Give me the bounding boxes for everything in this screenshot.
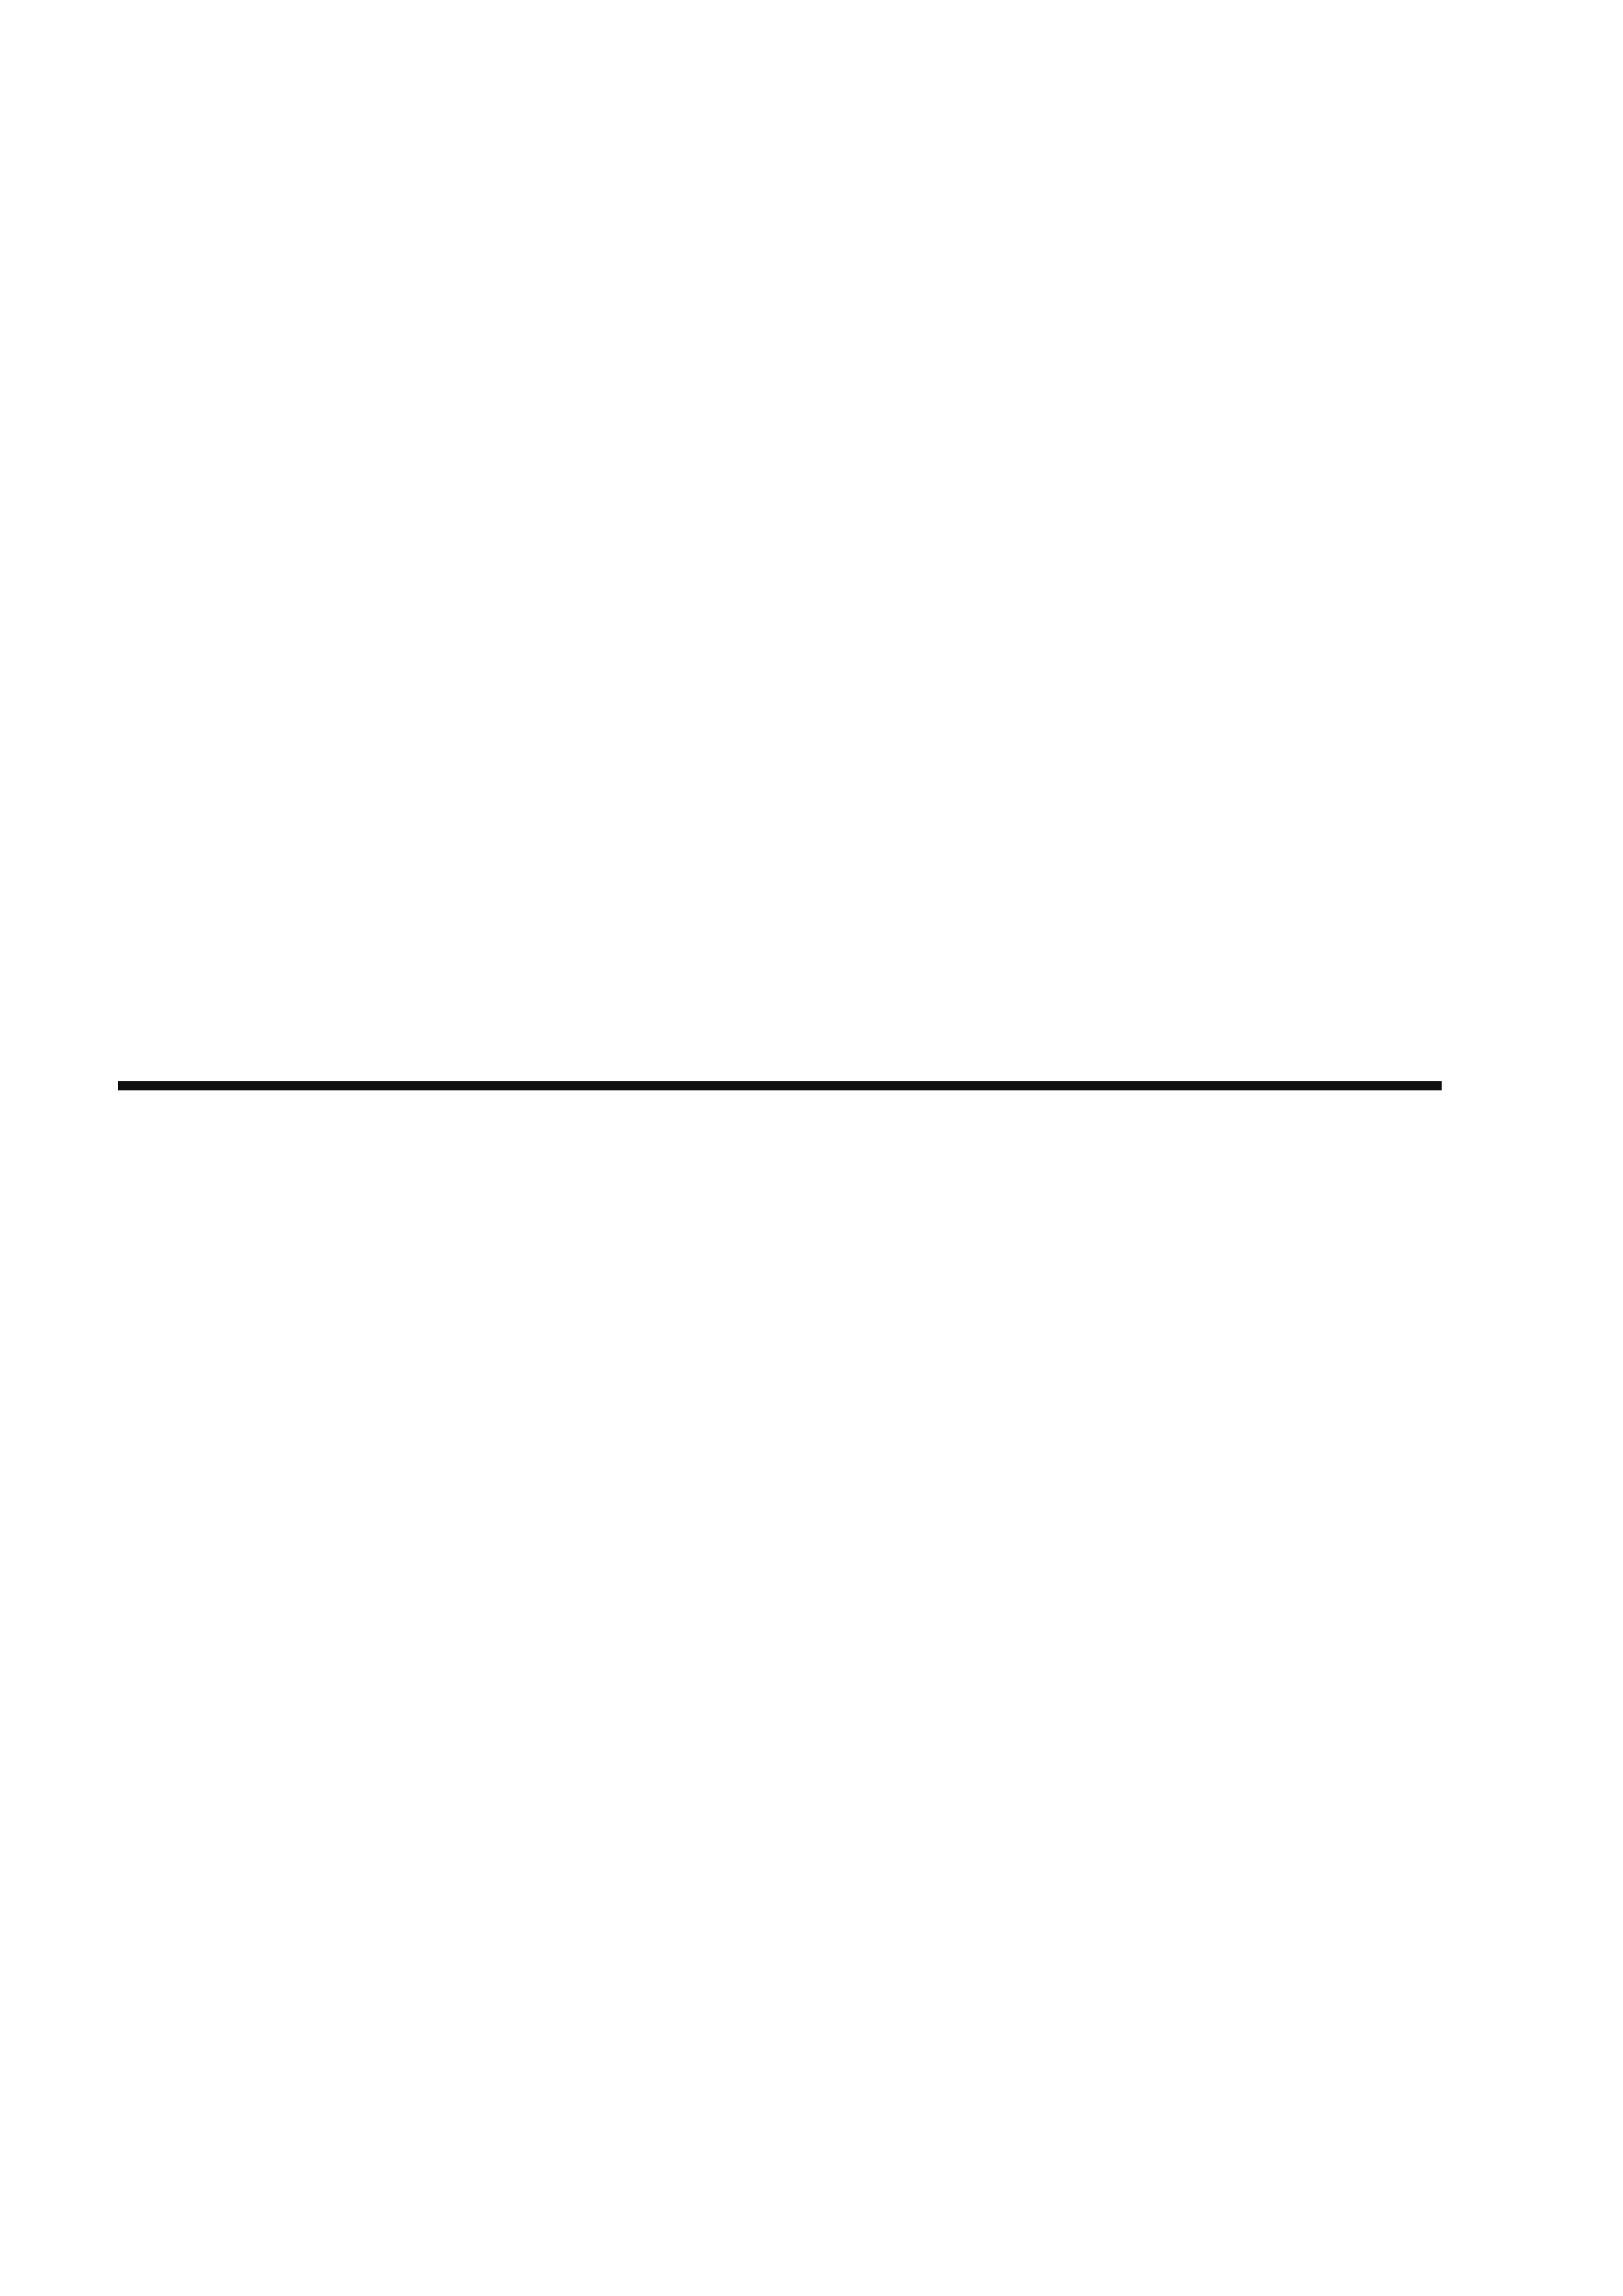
table-cell	[593, 1088, 888, 1090]
table-cell	[888, 1088, 1120, 1090]
table-cell	[1120, 1088, 1441, 1090]
biomass-fractions-table	[118, 1081, 1442, 1090]
table-row	[119, 1088, 1441, 1090]
table-cell-material	[119, 1088, 593, 1090]
